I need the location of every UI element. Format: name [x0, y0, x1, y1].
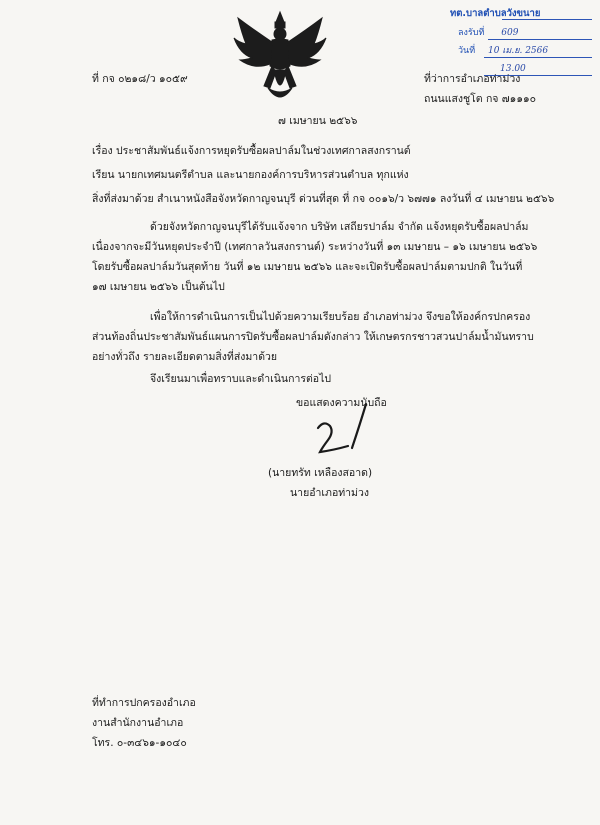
signer-title: นายอำเภอท่าม่วง — [290, 487, 370, 499]
receipt-stamp — [440, 0, 600, 75]
footer-line3: โทร. ๐-๓๔๖๑-๑๐๔๐ — [92, 737, 187, 749]
para1-line4: ๑๗ เมษายน ๒๕๖๖ เป็นต้นไป — [92, 281, 225, 293]
garuda-emblem-icon — [228, 8, 332, 112]
regards-line: ขอแสดงความนับถือ — [296, 397, 387, 409]
stamp-recv-no-label: ลงรับที่ — [458, 28, 485, 38]
office-address-line1: ที่ว่าการอำเภอท่าม่วง — [424, 73, 521, 85]
office-address-line2: ถนนแสงชูโต กจ ๗๑๑๑๐ — [424, 93, 537, 105]
stamp-time-value: 13.00 — [500, 64, 526, 74]
stamp-recv-no-value: 609 — [501, 28, 519, 38]
para1-line3: โดยรับซื้อผลปาล์มวันสุดท้าย วันที่ ๑๒ เมษายน ๒๕๖๖ และจะเปิดรับซื้อผลปาล์มตามปกติ ในวันที่ — [92, 261, 523, 273]
footer-line1: ที่ทำการปกครองอำเภอ — [92, 697, 196, 709]
attachment-line: สิ่งที่ส่งมาด้วย สำเนาหนังสือจังหวัดกาญจนบุรี ด่วนที่สุด ที่ กจ ๐๐๑๖/ว ๖๗๗๑ ลงวันที่ ๔ เมษายน ๒๕๖๖ — [92, 193, 555, 205]
signature-icon — [300, 392, 390, 464]
para2-line2: ส่วนท้องถิ่นประชาสัมพันธ์แผนการปิดรับซื้อผลปาล์มดังกล่าว ให้เกษตรกรชาวสวนปาล์มน้ำมันทราบ — [92, 331, 534, 343]
stamp-org: ทต.บาลตำบลวังขนาย — [450, 8, 541, 19]
stamp-date-label: วันที่ — [458, 46, 476, 56]
subject-line: เรื่อง ประชาสัมพันธ์แจ้งการหยุดรับซื้อผลปาล์มในช่วงเทศกาลสงกรานต์ — [92, 145, 411, 157]
stamp-date-value: 10 เม.ย. 2566 — [488, 46, 549, 56]
para1-line1: ด้วยจังหวัดกาญจนบุรีได้รับแจ้งจาก บริษัท เสถียรปาล์ม จำกัด แจ้งหยุดรับซื้อผลปาล์ม — [150, 221, 529, 233]
para2-line1: เพื่อให้การดำเนินการเป็นไปด้วยความเรียบร้อย อำเภอท่าม่วง จึงขอให้องค์กรปกครอง — [150, 311, 531, 323]
closing-line: จึงเรียนมาเพื่อทราบและดำเนินการต่อไป — [150, 373, 332, 385]
recipient-line: เรียน นายกเทศมนตรีตำบล และนายกองค์การบริหารส่วนตำบล ทุกแห่ง — [92, 169, 409, 181]
letter-date: ๗ เมษายน ๒๕๖๖ — [278, 115, 358, 127]
reference-number: ที่ กจ ๐๒๑๘/ว ๑๐๕๙ — [92, 73, 188, 85]
para2-line3: อย่างทั่วถึง รายละเอียดตามสิ่งที่ส่งมาด้วย — [92, 351, 278, 363]
footer-line2: งานสำนักงานอำเภอ — [92, 717, 184, 729]
signer-name: (นายทรัท เหลืองสอาด) — [268, 467, 373, 479]
para1-line2: เนื่องจากจะมีวันหยุดประจำปี (เทศกาลวันสงกรานต์) ระหว่างวันที่ ๑๓ เมษายน – ๑๖ เมษายน ๒๕๖๖ — [92, 241, 538, 253]
